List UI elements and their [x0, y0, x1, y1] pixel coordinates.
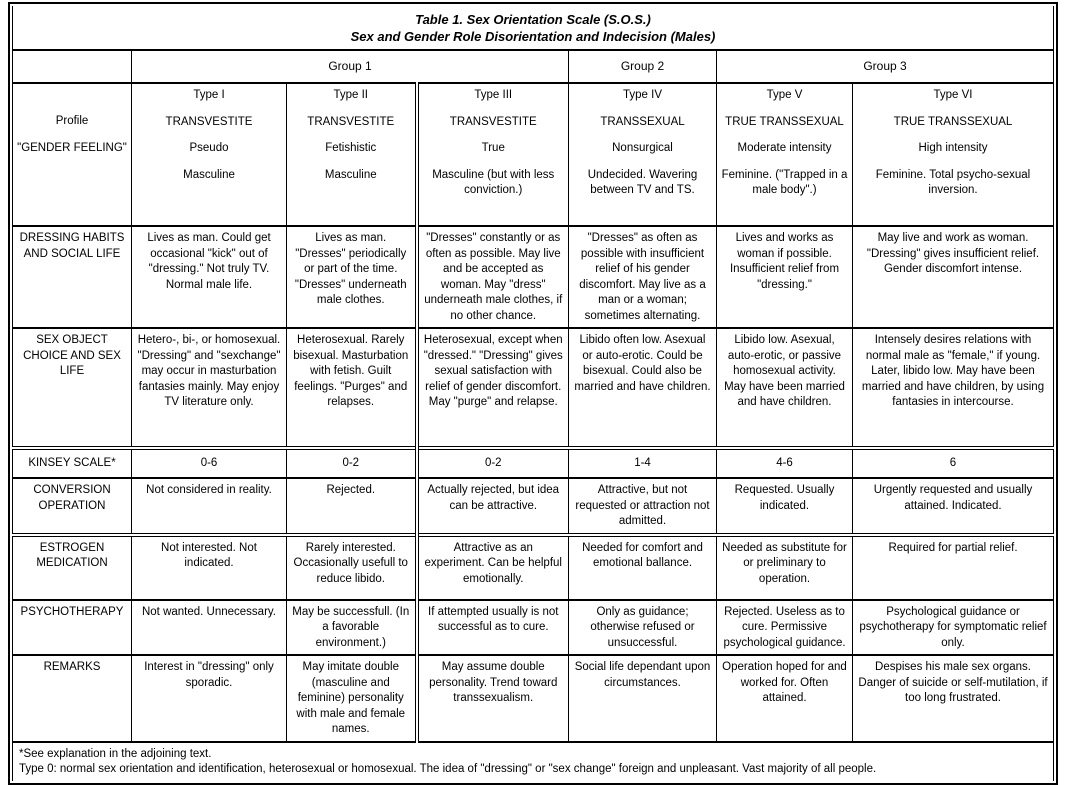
group-header-row: [13, 50, 1054, 83]
kinsey-type4: 1-4: [569, 448, 717, 478]
type1-variant: Pseudo: [189, 142, 229, 154]
dressing-type6: May live and work as woman. "Dressing" gives insufficient relief. Gender discomfort intense.: [853, 226, 1054, 328]
group2-header: Group 2: [569, 50, 717, 83]
kinsey-type3: 0-2: [417, 448, 569, 478]
type2-feeling: Masculine: [324, 168, 377, 181]
profile-row: [13, 83, 1054, 226]
kinsey-row: [13, 448, 1054, 478]
remarks-type1: Interest in "dressing" only sporadic.: [132, 655, 287, 742]
profile-label-line2: "GENDER FEELING": [17, 141, 127, 154]
type5-header: Type V: [766, 89, 803, 101]
table-title-cell: [13, 6, 1054, 50]
type1-feeling: Masculine: [183, 168, 235, 181]
type4-header: Type IV: [623, 89, 662, 101]
row-label-remarks: REMARKS: [13, 655, 132, 742]
remarks-type4: Social life dependant upon circumstances.: [569, 655, 717, 742]
type5-name: TRUE TRANSSEXUAL: [725, 115, 844, 128]
type1-header: Type I: [193, 89, 225, 101]
type3-header: Type III: [474, 89, 513, 101]
psychotherapy-type6: Psychological guidance or psychotherapy for symptomatic relief only.: [853, 600, 1054, 656]
dressing-type3: "Dresses" constantly or as often as possible. May live and be accepted as woman. May "dress" underneath male clothes, if no other chance.: [417, 226, 569, 328]
kinsey-type5: 4-6: [717, 448, 853, 478]
type4-feeling: Undecided. Wavering between TV and TS.: [587, 168, 698, 196]
profile-cell-type2: [287, 83, 417, 226]
profile-cell-type1: [132, 83, 287, 226]
type6-header: Type VI: [933, 89, 973, 101]
conversion-type5: Requested. Usually indicated.: [717, 478, 853, 535]
profile-label-line1: Profile: [55, 115, 89, 127]
group3-header: Group 3: [717, 50, 1054, 83]
type5-feeling: Feminine. ("Trapped in a male body".): [721, 168, 848, 196]
conversion-type1: Not considered in reality.: [132, 478, 287, 535]
sos-table: [12, 6, 1054, 781]
estrogen-type4: Needed for comfort and emotional ballance.: [569, 535, 717, 600]
sexobject-type6: Intensely desires relations with normal male as "female," if young. Later, libido low. May have been married and have children, by using fantasies in intercourse.: [853, 328, 1054, 448]
table-frame: [8, 2, 1058, 785]
type5-variant: Moderate intensity: [737, 142, 832, 154]
remarks-type5: Operation hoped for and worked for. Often attained.: [717, 655, 853, 742]
type1-name: TRANSVESTITE: [165, 115, 253, 128]
dressing-type1: Lives as man. Could get occasional "kick" out of "dressing." Not truly TV. Normal male life.: [132, 226, 287, 328]
profile-cell-type4: [569, 83, 717, 226]
conversion-type3: Actually rejected, but idea can be attractive.: [417, 478, 569, 535]
profile-cell-type6: [853, 83, 1054, 226]
psychotherapy-type5: Rejected. Useless as to cure. Permissive psychological guidance.: [717, 600, 853, 656]
dressing-type5: Lives and works as woman if possible. Insufficient relief from "dressing.": [717, 226, 853, 328]
sexobject-row: [13, 328, 1054, 448]
type2-variant: Fetishistic: [325, 142, 377, 154]
group1-header: Group 1: [132, 50, 569, 83]
footnote-cell: [13, 742, 1054, 781]
type3-feeling: Masculine (but with less conviction.): [432, 168, 555, 196]
row-label-psychotherapy: PSYCHOTHERAPY: [13, 600, 132, 656]
table-title-line1: Table 1. Sex Orientation Scale (S.O.S.): [415, 12, 651, 27]
type4-name: TRANSSEXUAL: [600, 115, 685, 128]
type2-header: Type II: [333, 89, 369, 101]
type6-feeling: Feminine. Total psycho-sexual inversion.: [875, 168, 1031, 196]
sexobject-type3: Heterosexual, except when "dressed." "Dressing" gives sexual satisfaction with relief of gender discomfort. May "purge" and relapse.: [417, 328, 569, 448]
psychotherapy-type3: If attempted usually is not successful as to cure.: [417, 600, 569, 656]
estrogen-type6: Required for partial relief.: [853, 535, 1054, 600]
remarks-type6: Despises his male sex organs. Danger of suicide or self-mutilation, if too long frustrated.: [853, 655, 1054, 742]
dressing-row: [13, 226, 1054, 328]
psychotherapy-type2: May be successfull. (In a favorable environment.): [287, 600, 417, 656]
remarks-type3: May assume double personality. Trend toward transsexualism.: [417, 655, 569, 742]
estrogen-type3: Attractive as an experiment. Can be helpful emotionally.: [417, 535, 569, 600]
dressing-type4: "Dresses" as often as possible with insufficient relief of his gender discomfort. May live as a man or a woman; sometimes alternating.: [569, 226, 717, 328]
estrogen-type1: Not interested. Not indicated.: [132, 535, 287, 600]
conversion-type2: Rejected.: [287, 478, 417, 535]
row-label-profile: [13, 83, 132, 226]
type3-variant: True: [481, 142, 505, 154]
dressing-type2: Lives as man. "Dresses" periodically or part of the time. "Dresses" underneath male clothes.: [287, 226, 417, 328]
remarks-row: [13, 655, 1054, 742]
row-label-dressing: DRESSING HABITS AND SOCIAL LIFE: [13, 226, 132, 328]
psychotherapy-row: [13, 600, 1054, 656]
type4-variant: Nonsurgical: [612, 142, 673, 154]
conversion-row: [13, 478, 1054, 535]
profile-cell-type3: [417, 83, 569, 226]
footnote-line2: Type 0: normal sex orientation and identification, heterosexual or homosexual. The idea of "dressing" or "sex change" foreign and unpleasant. Vast majority of all people.: [19, 762, 877, 775]
row-label-estrogen: ESTROGEN MEDICATION: [13, 535, 132, 600]
table-title-line2: Sex and Gender Role Disorientation and Indecision (Males): [350, 29, 716, 44]
kinsey-type2: 0-2: [287, 448, 417, 478]
title-row: [13, 6, 1054, 50]
kinsey-type1: 0-6: [132, 448, 287, 478]
type3-name: TRANSVESTITE: [449, 115, 537, 128]
psychotherapy-type4: Only as guidance; otherwise refused or unsuccessful.: [569, 600, 717, 656]
row-label-sexobject: SEX OBJECT CHOICE AND SEX LIFE: [13, 328, 132, 448]
conversion-type6: Urgently requested and usually attained. Indicated.: [853, 478, 1054, 535]
type2-name: TRANSVESTITE: [307, 115, 395, 128]
sexobject-type5: Libido low. Asexual, auto-erotic, or passive homosexual activity. May have been married and have children.: [717, 328, 853, 448]
remarks-type2: May imitate double (masculine and feminine) personality with male and female names.: [287, 655, 417, 742]
estrogen-type2: Rarely interested. Occasionally usefull to reduce libido.: [287, 535, 417, 600]
kinsey-type6: 6: [853, 448, 1054, 478]
conversion-type4: Attractive, but not requested or attraction not admitted.: [569, 478, 717, 535]
type6-name: TRUE TRANSSEXUAL: [893, 115, 1013, 128]
sexobject-type4: Libido often low. Asexual or auto-erotic. Could be bisexual. Could also be married and have children.: [569, 328, 717, 448]
footnote-row: [13, 742, 1054, 781]
type6-variant: High intensity: [918, 142, 988, 154]
row-label-kinsey: KINSEY SCALE*: [13, 448, 132, 478]
psychotherapy-type1: Not wanted. Unnecessary.: [132, 600, 287, 656]
estrogen-row: [13, 535, 1054, 600]
footnote-line1: *See explanation in the adjoining text.: [19, 747, 212, 760]
corner-cell: [13, 50, 132, 83]
estrogen-type5: Needed as substitute for or preliminary to operation.: [717, 535, 853, 600]
sexobject-type2: Heterosexual. Rarely bisexual. Masturbation with fetish. Guilt feelings. "Purges" and relapses.: [287, 328, 417, 448]
sexobject-type1: Hetero-, bi-, or homosexual. "Dressing" and "sexchange" may occur in masturbation fantasies mainly. May enjoy TV literature only.: [132, 328, 287, 448]
profile-cell-type5: [717, 83, 853, 226]
row-label-conversion: CONVERSION OPERATION: [13, 478, 132, 535]
